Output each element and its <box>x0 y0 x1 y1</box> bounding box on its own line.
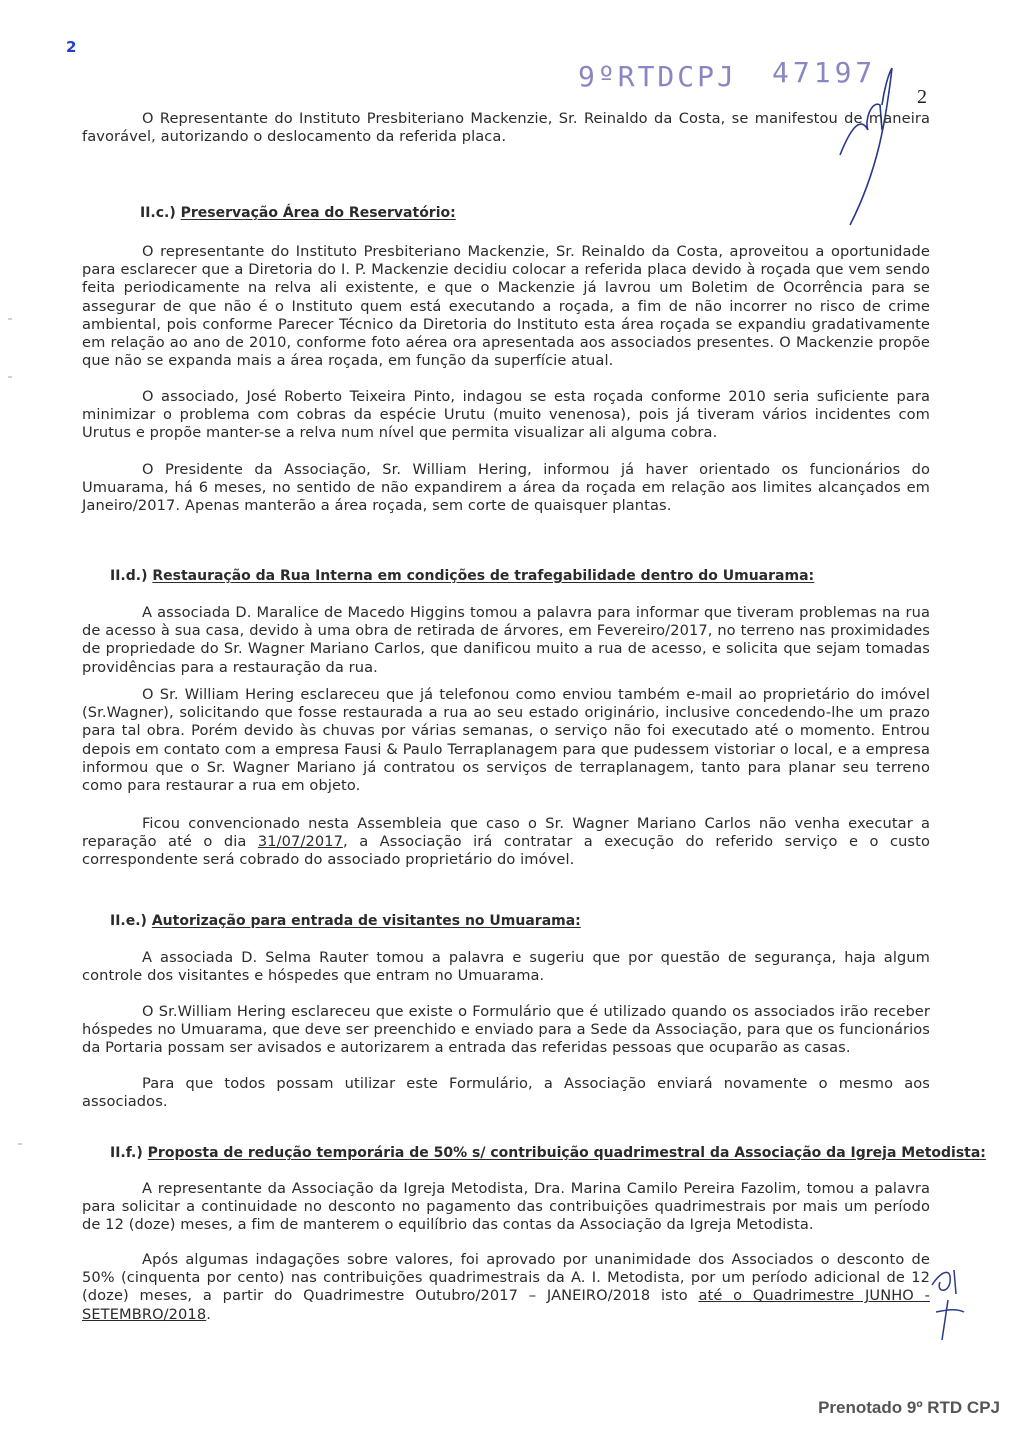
paragraph: A associada D. Selma Rauter tomou a palavra e sugeriu que por questão de segurança, haja algum controle dos visitantes e hóspedes que entram no Umuarama. <box>82 949 930 985</box>
paragraph: O Sr.William Hering esclareceu que existe o Formulário que é utilizado quando os associados irão receber hóspedes no Umuarama, que deve ser preenchido e enviado para a Sede da Associação, para que os funcionários da Portaria possam ser avisados e autorizarem a entrada das referidas pessoas que ocuparão as casas. <box>82 1003 930 1057</box>
paragraph: O Presidente da Associação, Sr. William Hering, informou já haver orientado os funcionários do Umuarama, há 6 meses, no sentido de não expandirem a área da roçada em relação aos limites alcançados em Janeiro/2017. Apenas manterão a área roçada, sem corte de quaisquer plantas. <box>82 461 930 515</box>
scan-speck <box>18 1143 22 1145</box>
paragraph: Ficou convencionado nesta Assembleia que caso o Sr. Wagner Mariano Carlos não venha executar a reparação até o dia 31/07/2017, a Associação irá contratar a execução do referido serviço e o custo correspondente será cobrado do associado proprietário do imóvel. <box>82 815 930 869</box>
section-heading-d: II.d.) Restauração da Rua Interna em condições de trafegabilidade dentro do Umuarama: <box>110 568 815 584</box>
section-heading-c: II.c.) Preservação Área do Reservatório: <box>140 205 456 221</box>
paragraph: A associada D. Maralice de Macedo Higgins tomou a palavra para informar que tiveram problemas na rua de acesso à sua casa, devido à uma obra de retirada de árvores, em Fevereiro/2017, no terreno nas proximidades de propriedade do Sr. Wagner Mariano Carlos, que danificou muito a rua de acesso, e solicita que sejam tomadas providências para a restauração da rua. <box>82 604 930 676</box>
scan-speck <box>8 318 12 320</box>
paragraph: O Sr. William Hering esclareceu que já telefonou como enviou também e-mail ao proprietário do imóvel (Sr.Wagner), solicitando que fosse restaurada a rua ao seu estado originário, inclusive concedendo-lhe um prazo para tal obra. Porém devido às chuvas por várias semanas, o serviço não foi executado até o momento. Entrou depois em contato com a empresa Fausi & Paulo Terraplanagem para que pudessem vistoriar o local, e a empresa informou que o Sr. Wagner Mariano já contratou os serviços de terraplanagem, tanto para planar seu terreno como para restaurar a rua em objeto. <box>82 686 930 795</box>
paragraph: O representante do Instituto Presbiteriano Mackenzie, Sr. Reinaldo da Costa, aproveitou a oportunidade para esclarecer que a Diretoria do I. P. Mackenzie decidiu colocar a referida placa devido à roçada que vem sendo feita periodicamente na relva ali existente, e que o Mackenzie já lavrou um Boletim de Ocorrência para se assegurar de que não é o Instituto quem está executando a roçada, a fim de não incorrer no risco de crime ambiental, pois conforme Parecer Técnico da Diretoria do Instituto esta área roçada se expandiu gradativamente em relação ao ano de 2010, conforme foto aérea ora apresentada aos associados presentes. O Mackenzie propõe que não se expanda mais a área roçada, em função da superfície atual. <box>82 243 930 370</box>
section-heading-f: II.f.) Proposta de redução temporária de 50% s/ contribuição quadrimestral da Associação da Igreja Metodista: <box>110 1145 986 1161</box>
paragraph: A representante da Associação da Igreja Metodista, Dra. Marina Camilo Pereira Fazolim, tomou a palavra para solicitar a continuidade no desconto no pagamento das contribuições quadrimestrais por mais um período de 12 (doze) meses, a fim de manterem o equilíbrio das contas da Associação da Igreja Metodista. <box>82 1180 930 1234</box>
deadline-date: 31/07/2017 <box>257 833 344 851</box>
paragraph: Para que todos possam utilizar este Formulário, a Associação enviará novamente o mesmo aos associados. <box>82 1075 930 1111</box>
period-end: até o Quadrimestre JUNHO - SETEMBRO/2018 <box>82 1287 930 1323</box>
registry-stamp: 9ºRTDCPJ <box>578 60 737 93</box>
registry-number: 47197 <box>772 56 877 89</box>
signature-mark <box>820 60 900 240</box>
paragraph: Após algumas indagações sobre valores, foi aprovado por unanimidade dos Associados o desconto de 50% (cinquenta por cento) nas contribuições quadrimestrais da A. I. Metodista, por um período adicional de 12 (doze) meses, a partir do Quadrimestre Outubro/2017 – JANEIRO/2018 isto até o Quadrimestre JUNHO - SETEMBRO/2018. <box>82 1251 930 1323</box>
paragraph: O Representante do Instituto Presbiteriano Mackenzie, Sr. Reinaldo da Costa, se manifestou de maneira favorável, autorizando o deslocamento da referida placa. <box>82 110 930 146</box>
section-heading-e: II.e.) Autorização para entrada de visitantes no Umuarama: <box>110 913 581 929</box>
page-marker: 2 <box>66 38 77 56</box>
page-number: 2 <box>917 86 927 108</box>
footer-stamp: Prenotado 9º RTD CPJ <box>818 1398 1000 1417</box>
scan-speck <box>8 376 12 378</box>
paragraph: O associado, José Roberto Teixeira Pinto, indagou se esta roçada conforme 2010 seria suficiente para minimizar o problema com cobras da espécie Urutu (muito venenosa), pois já tiveram vários incidentes com Urutus e propõe manter-se a relva num nível que permita visualizar ali alguma cobra. <box>82 388 930 442</box>
